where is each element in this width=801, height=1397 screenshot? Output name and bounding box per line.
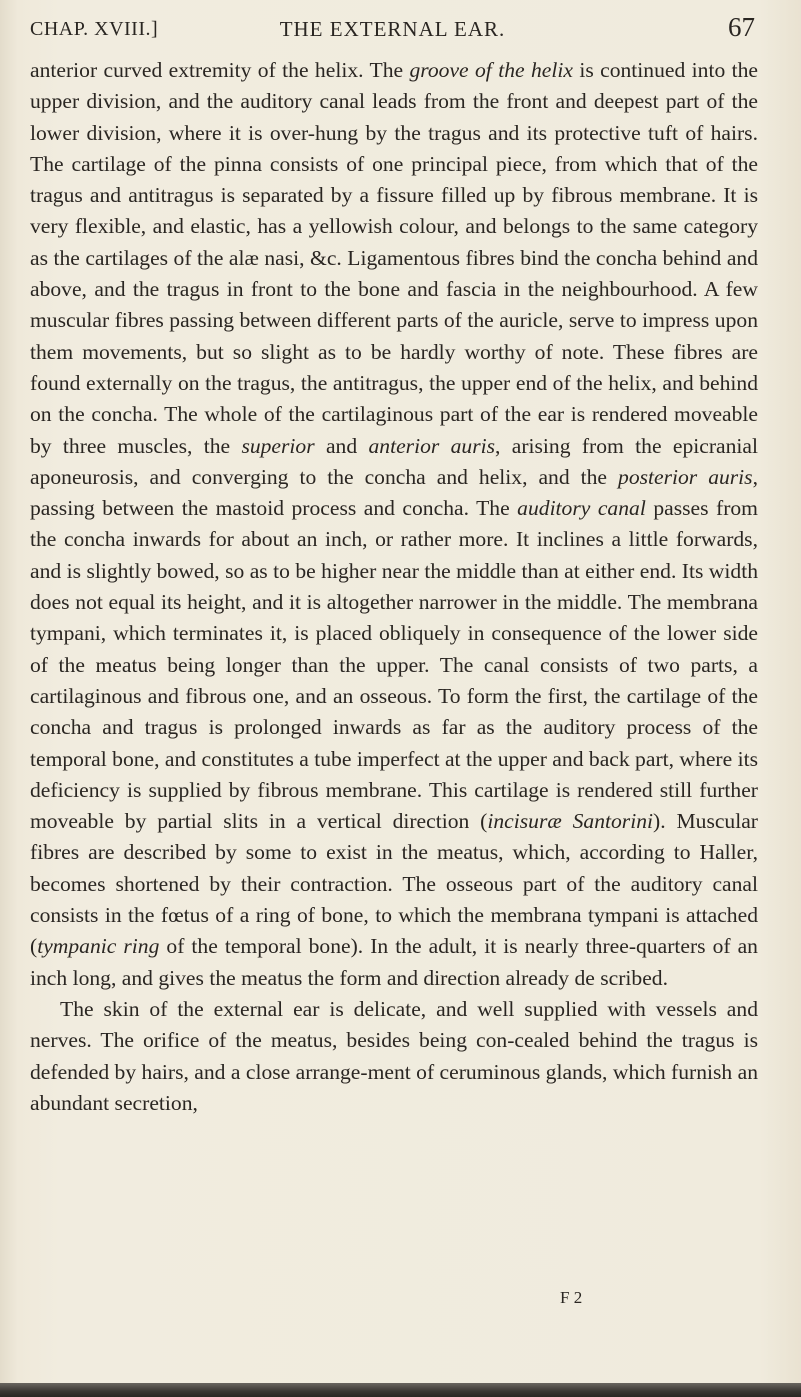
paragraph xyxy=(30,994,758,1119)
text-run: is continued into the upper division, and the auditory canal leads from the front and deepest part of the lower division, where it is over-hung by the tragus and its protective tuft of hairs. The cartilage of the pinna consists of one principal piece, from which that of the tragus and antitragus is separated by a fissure filled up by fibrous membrane. It is very flexible, and elastic, has a yellowish colour, and belongs to the same category as the cartilages of the alæ nasi, &c. Ligamentous fibres bind the concha behind and above, and the tragus in front to the bone and fascia in the neighbourhood. A few muscular fibres passing between different parts of the auricle, serve to impress upon them movements, but so slight as to be hardly worthy of note. These fibres are found externally on the tragus, the antitragus, the upper end of the helix, and behind on the concha. The whole of the cartilaginous part of the ear is rendered moveable by three muscles, the xyxy=(30,58,759,458)
italic-term: superior xyxy=(241,433,315,458)
text-run: ). Muscular fibres are described by some to exist in the meatus, which, according to Haller, becomes shortened by their contraction. The osseous part of the auditory canal consists in the fœtus of a ring of bone, to which the membrana tympani is attached ( xyxy=(30,809,758,959)
paragraph xyxy=(30,55,758,994)
text-run: and xyxy=(314,433,369,458)
italic-term: tympanic ring xyxy=(37,934,160,959)
page-edge-shadow xyxy=(0,1383,801,1397)
text-run: of the temporal bone). In the adult, it is nearly three-quarters of an inch long, and gives the meatus the form and direction already de scribed. xyxy=(30,934,758,990)
text-run: anterior curved extremity of the helix. The xyxy=(30,58,410,82)
chapter-label: CHAP. XVIII.] xyxy=(30,18,159,40)
text-run: , arising from the epicranial aponeurosis, and converging to the concha and helix, and the xyxy=(30,433,758,489)
running-header xyxy=(30,12,755,44)
italic-term: anterior auris xyxy=(368,433,495,458)
page-title: THE EXTERNAL EAR. xyxy=(279,17,506,41)
italic-term: posterior auris xyxy=(618,464,753,489)
text-run: passes from the concha inwards for about an inch, or rather more. It inclines a little forwards, and is slightly bowed, so as to be higher near the middle than at either end. Its width does not equal its height, and it is altogether narrower in the middle. The membrana tympani, which terminates it, is placed obliquely in consequence of the lower side of the meatus being longer than the upper. The canal consists of two parts, a cartilaginous and fibrous one, and an osseous. To form the first, the cartilage of the concha and tragus is prolonged inwards as far as the auditory process of the temporal bone, and constitutes a tube imperfect at the upper and back part, where its deficiency is supplied by fibrous membrane. This cartilage is rendered still further moveable by partial slits in a vertical direction ( xyxy=(30,496,758,834)
page-number: 67 xyxy=(728,12,755,42)
italic-term: incisuræ Santorini xyxy=(487,809,653,834)
italic-term: groove of the helix xyxy=(409,58,573,82)
printer-signature: F 2 xyxy=(560,1288,583,1307)
italic-term: auditory canal xyxy=(517,496,646,521)
text-run: The skin of the external ear is delicate, and well supplied with vessels and nerves. The orifice of the meatus, besides being con-cealed behind the tragus is defended by hairs, and a close arrange-ment of ceruminous glands, which furnish an abundant secretion, xyxy=(30,996,758,1115)
body-text xyxy=(30,55,758,1119)
text-run: , passing between the mastoid process and concha. The xyxy=(30,464,758,521)
